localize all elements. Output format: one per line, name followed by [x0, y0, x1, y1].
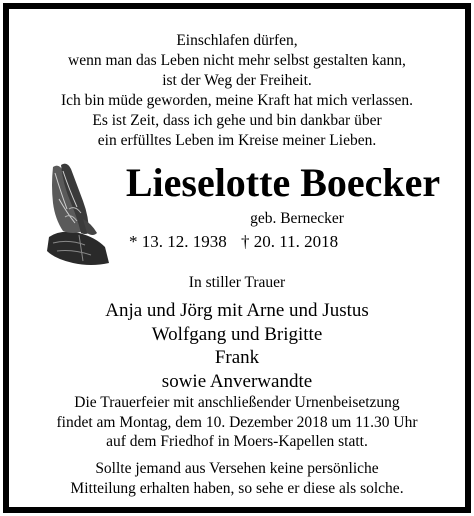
poem-line: wenn man das Leben nicht mehr selbst gestalten kann, [68, 52, 406, 69]
closing-line: Sollte jemand aus Versehen keine persönliche [95, 460, 379, 477]
maiden-name: geb. Bernecker [250, 210, 344, 227]
birth-date: * 13. 12. 1938 [129, 232, 227, 251]
mourners-list [9, 299, 465, 393]
poem-line: Ich bin müde geworden, meine Kraft hat mich verlassen. [60, 92, 414, 109]
mourner-line: Anja und Jörg mit Arne und Justus [105, 300, 369, 321]
closing-line: Mitteilung erhalten haben, so sehe er diese als solche. [70, 479, 404, 497]
mourner-line: Wolfgang und Brigitte [151, 323, 323, 345]
service-line: Die Trauerfeier mit anschließender Urnenbeisetzung [74, 394, 400, 411]
service-line: findet am Montag, dem 10. Dezember 2018 um 11.30 Uhr [56, 413, 418, 431]
mourner-line: sowie Anverwandte [161, 370, 313, 392]
death-date: † 20. 11. 2018 [241, 232, 339, 251]
funeral-service-info [9, 393, 465, 452]
mourning-line: In stiller Trauer [188, 274, 286, 291]
poem-line: ist der Weg der Freiheit. [162, 72, 312, 89]
poem-line: Es ist Zeit, dass ich gehe und bin dankbar über [92, 112, 382, 129]
service-line: auf dem Friedhof in Moers-Kapellen statt. [106, 433, 368, 450]
mourner-line: Frank [214, 347, 260, 368]
poem [9, 31, 465, 151]
poem-line: ein erfülltes Leben im Kreise meiner Lieben. [97, 132, 377, 149]
obituary-notice [3, 3, 471, 513]
poem-line: Einschlafen dürfen, [176, 32, 298, 49]
deceased-name: Lieselotte Boecker [125, 160, 441, 205]
closing-note [9, 459, 465, 498]
